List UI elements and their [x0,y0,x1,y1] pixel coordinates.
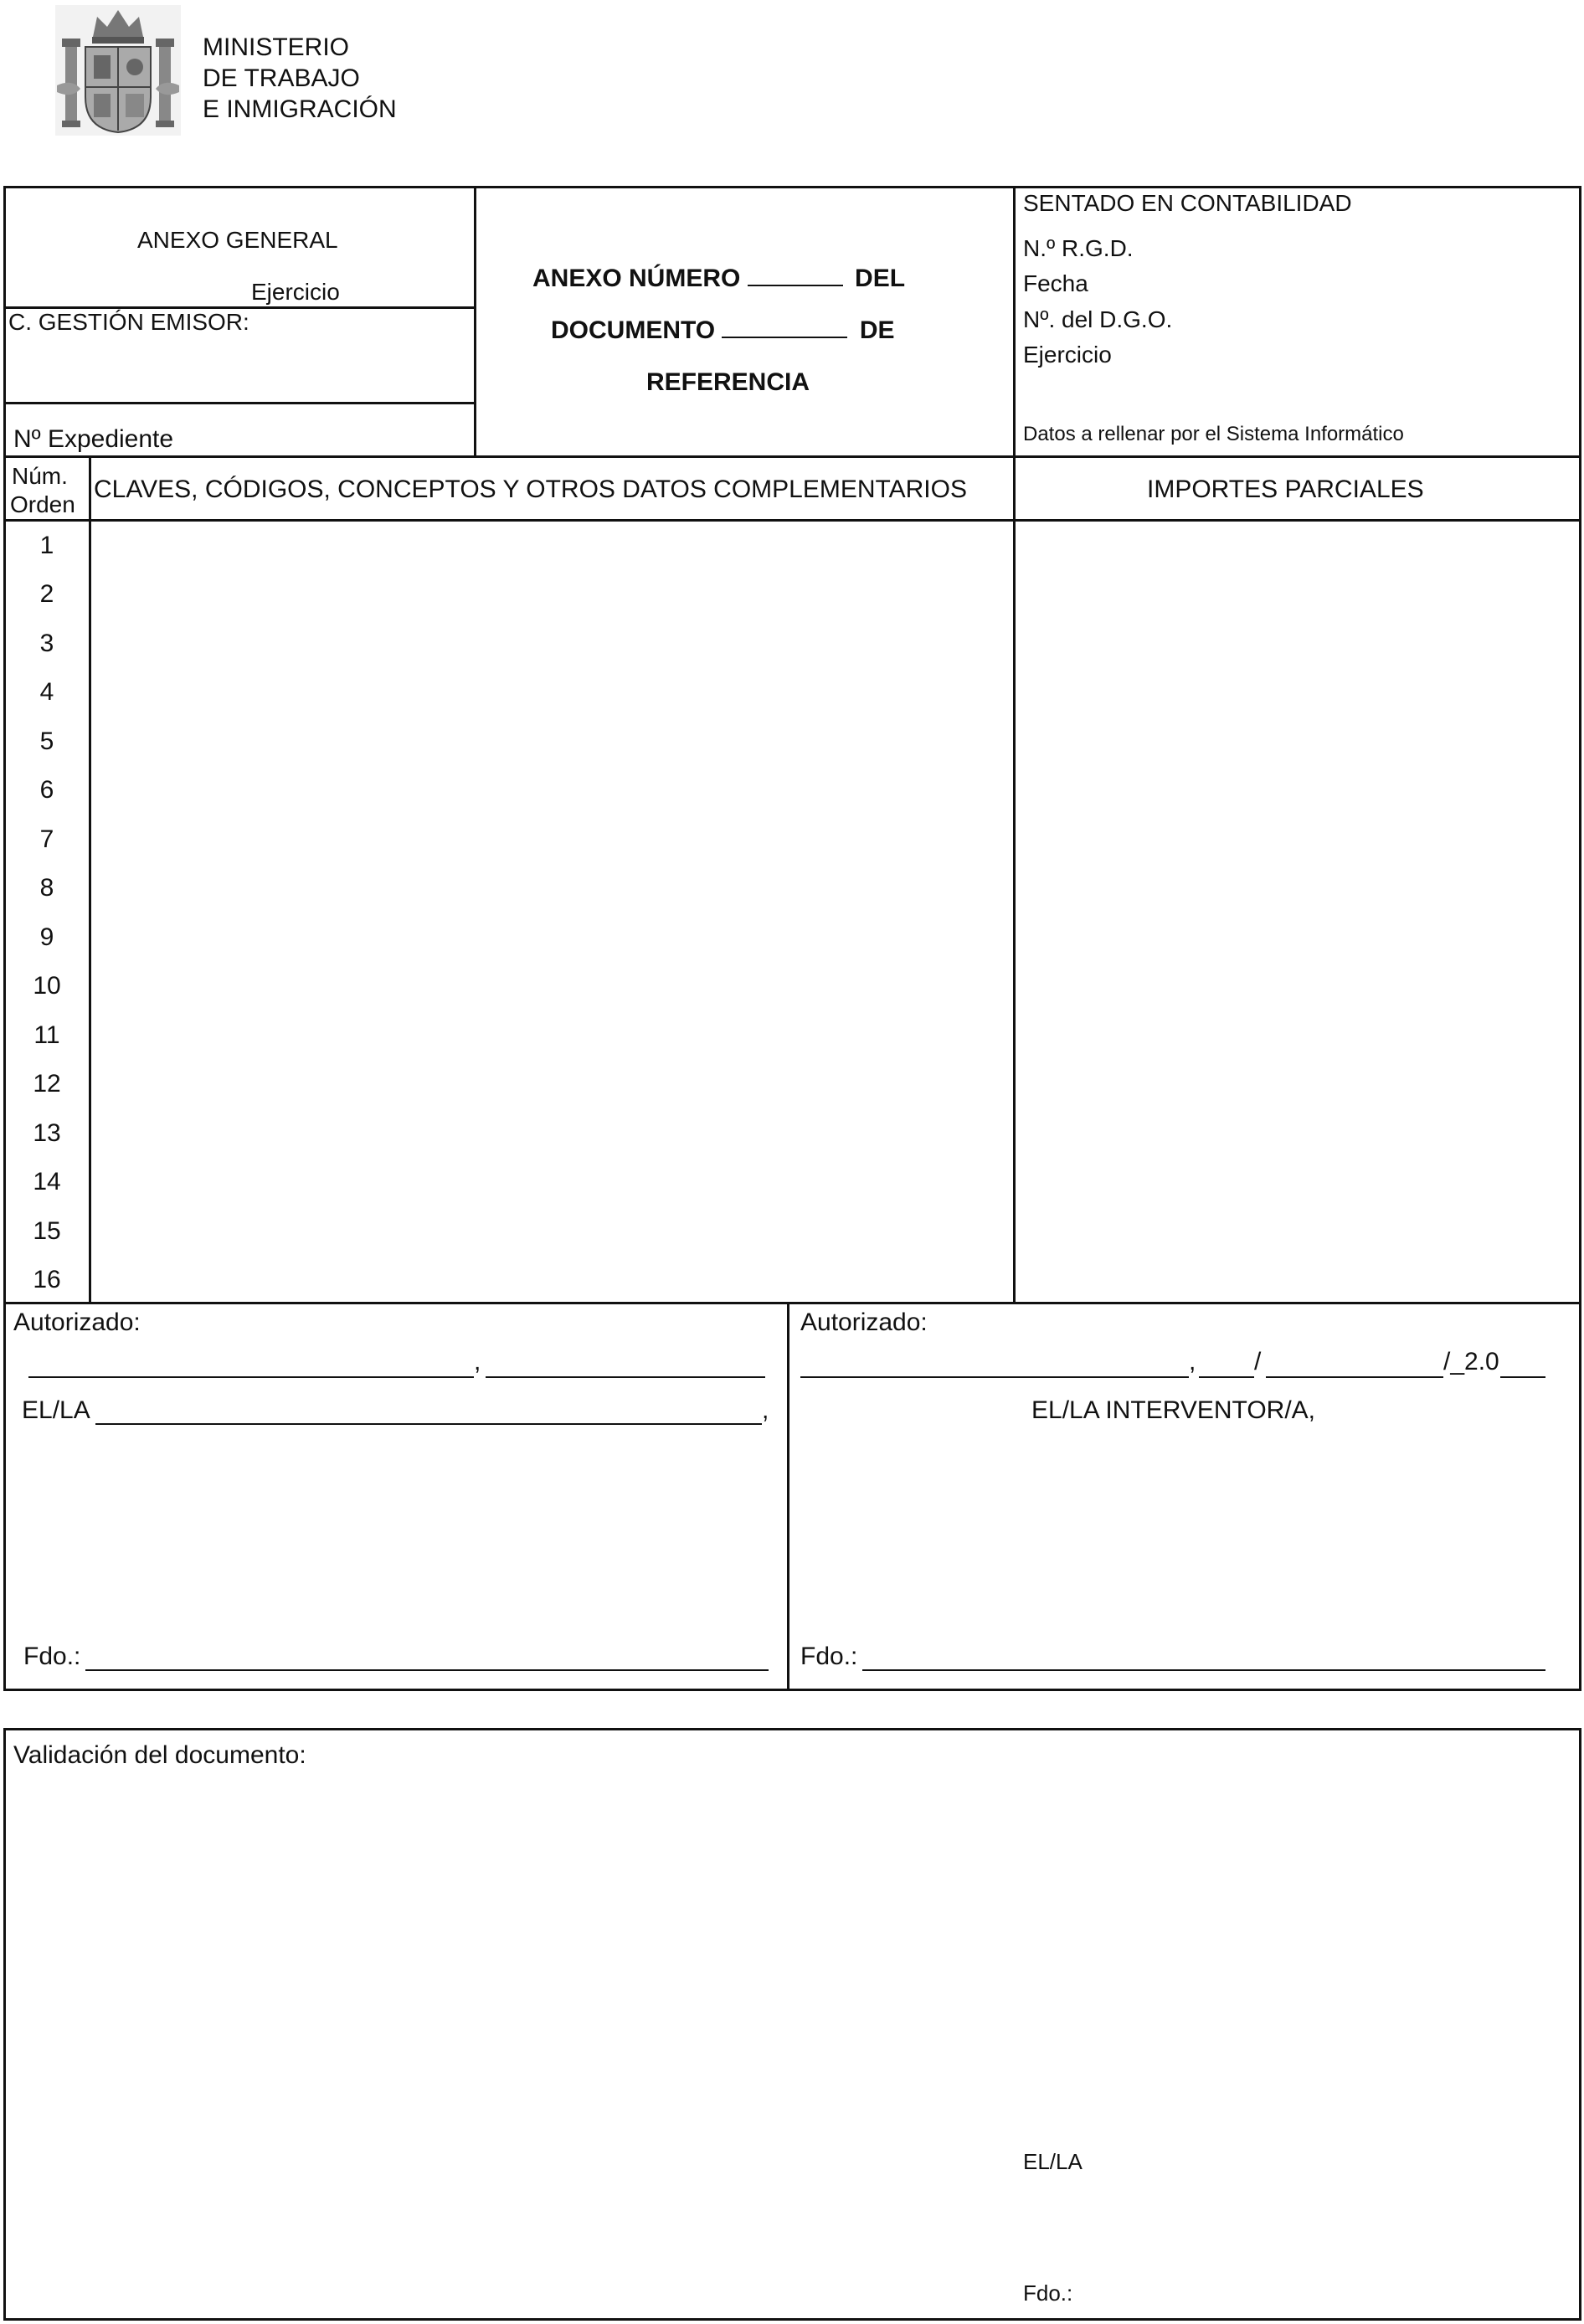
row-number: 1 [39,532,54,559]
row-number: 5 [39,728,54,755]
right-place-comma: , [1189,1348,1196,1375]
left-autorizado-label: Autorizado: [13,1309,141,1336]
row-number: 9 [39,923,54,951]
row-number: 14 [33,1168,61,1195]
validation-box [3,1728,1581,2321]
row-number: 6 [39,776,54,804]
importes-entry-area[interactable] [1016,522,1579,1301]
left-fdo-field[interactable] [85,1669,769,1671]
col-importes-header: IMPORTES PARCIALES [1147,476,1424,503]
right-month-field[interactable] [1266,1376,1443,1378]
table-divider-importes [1013,455,1016,1303]
row-number: 7 [39,825,54,853]
right-fdo-label: Fdo.: [800,1643,858,1670]
row-number: 13 [33,1119,61,1147]
ministry-name-line-3: E INMIGRACIÓN [203,95,397,123]
row-number: 12 [33,1070,61,1098]
sistema-note: Datos a rellenar por el Sistema Informático [1023,423,1404,445]
row-number: 3 [39,630,54,657]
row-number: 8 [39,874,54,902]
documento-text: DOCUMENTO [551,316,716,344]
left-place-field[interactable] [28,1376,474,1378]
table-divider-num [89,455,91,1303]
right-day-field[interactable] [1199,1376,1254,1378]
right-date-slash1: / [1254,1348,1262,1375]
row-number: 2 [39,580,54,608]
validation-fdo: Fdo.: [1023,2280,1073,2306]
left-place-comma: , [474,1348,481,1375]
header-bottom-rule [3,455,1581,458]
coat-of-arms-logo [55,5,181,136]
fecha-label: Fecha [1023,270,1088,296]
right-fdo-field[interactable] [862,1669,1545,1671]
right-date-year-prefix: /_2.0 [1443,1348,1499,1375]
col-num-line1: Núm. [12,463,68,489]
ejercicio-label-left: Ejercicio [251,279,340,305]
contabilidad-label: SENTADO EN CONTABILIDAD [1023,190,1352,216]
documento-blank[interactable] [722,337,847,338]
left-el-la-field[interactable] [95,1423,762,1425]
anexo-general-label: ANEXO GENERAL [137,227,338,253]
table-header-rule [3,519,1581,522]
left-el-la-label: EL/LA [22,1396,90,1424]
validation-el-la: EL/LA [1023,2149,1083,2174]
left-el-la-comma: , [762,1396,769,1424]
claves-entry-area[interactable] [92,522,1011,1301]
row-number: 15 [33,1217,61,1245]
anexo-numero-text: ANEXO NÚMERO [532,265,741,292]
interventor-label: EL/LA INTERVENTOR/A, [1031,1396,1316,1424]
dgo-label: Nº. del D.G.O. [1023,306,1173,332]
left-date-field[interactable] [486,1376,765,1378]
expediente-label: Nº Expediente [13,425,174,453]
table-bottom-rule [3,1302,1581,1304]
ejercicio-label-right: Ejercicio [1023,342,1112,368]
anexo-numero-line [532,265,905,293]
documento-line [551,316,895,345]
signature-divider [787,1302,789,1691]
col-num-line2: Orden [10,491,75,517]
anexo-numero-blank[interactable] [748,285,843,286]
right-year-field[interactable] [1500,1376,1545,1378]
row-number: 11 [33,1021,60,1049]
header-divider-left [474,186,476,457]
validation-title: Validación del documento: [13,1741,306,1769]
referencia-label: REFERENCIA [646,368,810,396]
ministry-name-line-1: MINISTERIO [203,33,350,61]
col-claves-header: CLAVES, CÓDIGOS, CONCEPTOS Y OTROS DATOS COMPLEMENTARIOS [94,476,967,503]
row-number: 10 [33,972,61,1000]
rgd-label: N.º R.G.D. [1023,235,1134,261]
right-place-field[interactable] [800,1376,1189,1378]
gestion-emisor-label: C. GESTIÓN EMISOR: [8,309,249,335]
row-number: 4 [39,678,54,706]
right-autorizado-label: Autorizado: [800,1309,928,1336]
left-fdo-label: Fdo.: [23,1643,81,1670]
row-number: 16 [33,1266,61,1293]
ministry-name-line-2: DE TRABAJO [203,64,360,92]
header-divider-right [1013,186,1016,457]
documento-de-text: DE [859,316,895,344]
anexo-del-text: DEL [855,265,906,292]
header-left-rule-2 [3,402,476,404]
